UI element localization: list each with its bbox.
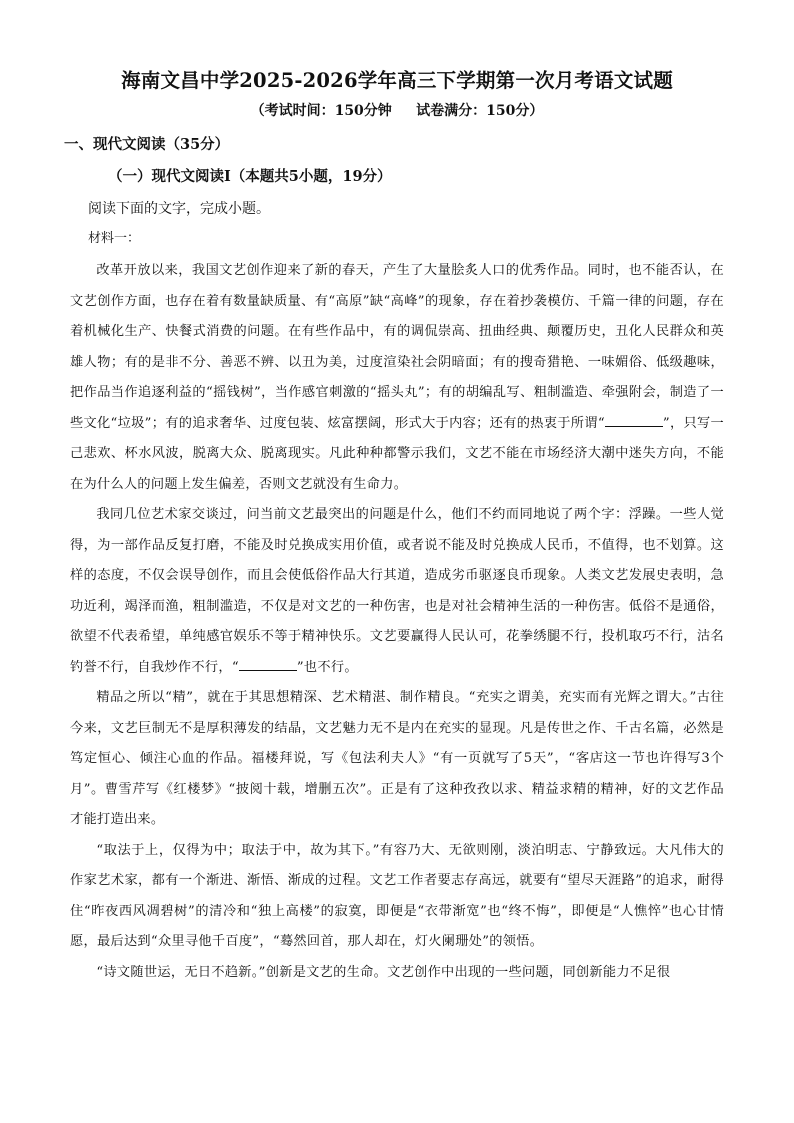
fill-blank-2 xyxy=(239,656,297,671)
paragraph-3: 精品之所以“精”，就在于其思想精深、艺术精湛、制作精良。“充实之谓美，充实而有光辉之谓大。”古往今来，文艺巨制无不是厚积薄发的结晶，文艺魅力无不是内在充实的显现。凡是传世之作、千古名篇，必然是笃定恒心、倾注心血的作品。福楼拜说，写《包法利夫人》“有一页就写了5天”，“客店这一节也许得写3个月”。曹雪芹写《红楼梦》“披阅十载，增删五次”。正是有了这种孜孜以求、精益求精的精神，好的文艺作品才能打造出来。 xyxy=(70,690,724,827)
paragraph-2 xyxy=(70,500,724,683)
subsection-heading: （一）现代文阅读Ⅰ（本题共5小题，19分） xyxy=(108,168,392,185)
section-heading: 一、现代文阅读（35分） xyxy=(64,136,230,153)
exam-title: 海南文昌中学2025-2026学年高三下学期第一次月考语文试题 xyxy=(121,69,673,92)
fill-blank-1 xyxy=(605,412,663,427)
exam-info: （考试时间：150分钟 试卷满分：150分） xyxy=(250,103,544,119)
paragraph-5: “诗文随世运，无日不趋新。”创新是文艺的生命。文艺创作中出现的一些问题，同创新能力不足很 xyxy=(96,964,671,980)
reading-instruction: 阅读下面的文字，完成小题。 xyxy=(88,201,270,217)
paragraph-1-part-a: 改革开放以来，我国文艺创作迎来了新的春天，产生了大量脍炙人口的优秀作品。同时，也不能否认，在文艺创作方面，也存在着有数量缺质量、有“高原”缺“高峰”的现象，存在着抄袭模仿、千篇一律的问题，存在着机械化生产、快餐式消费的问题。在有些作品中，有的调侃崇高、扭曲经典、颠覆历史，丑化人民群众和英雄人物；有的是非不分、善恶不辨、以丑为美，过度渲染社会阴暗面；有的搜奇猎艳、一味媚俗、低级趣味，把作品当作追逐利益的“摇钱树”，当作感官刺激的“摇头丸”；有的胡编乱写、粗制滥造、牵强附会，制造了一些文化“垃圾”；有的追求奢华、过度包装、炫富摆阔，形式大于内容；还有的热衷于所谓“ xyxy=(70,263,724,431)
paragraph-2-part-a: 我同几位艺术家交谈过，问当前文艺最突出的问题是什么，他们不约而同地说了两个字：浮躁。一些人觉得，为一部作品反复打磨，不能及时兑换成实用价值，或者说不能及时兑换成人民币，不值得，也不划算。这样的态度，不仅会误导创作，而且会使低俗作品大行其道，造成劣币驱逐良币现象。人类文艺发展史表明，急功近利，竭泽而渔，粗制滥造，不仅是对文艺的一种伤害，也是对社会精神生活的一种伤害。低俗不是通俗，欲望不代表希望，单纯感官娱乐不等于精神快乐。文艺要赢得人民认可，花拳绣腿不行，投机取巧不行，沽名钓誉不行，自我炒作不行，“ xyxy=(70,507,724,675)
material-body xyxy=(70,256,724,988)
paragraph-2-part-b: ”也不行。 xyxy=(296,659,358,675)
paragraph-1-part-b: ”，只写一己悲欢、杯水风波，脱离大众、脱离现实。凡此种种都警示我们，文艺不能在市场经济大潮中迷失方向，不能在为什么人的问题上发生偏差，否则文艺就没有生命力。 xyxy=(70,415,724,492)
material-label: 材料一： xyxy=(88,231,141,246)
paragraph-4: “取法于上，仅得为中；取法于中，故为其下。”有容乃大、无欲则刚，淡泊明志、宁静致远。大凡伟大的作家艺术家，都有一个渐进、渐悟、渐成的过程。文艺工作者要志存高远，就要有“望尽天涯路”的追求，耐得住“昨夜西风凋碧树”的清冷和“独上高楼”的寂寞，即便是“衣带渐宽”也“终不悔”，即便是“人憔悴”也心甘情愿，最后达到“众里寻他千百度”，“蓦然回首，那人却在，灯火阑珊处”的领悟。 xyxy=(70,842,724,949)
paragraph-1 xyxy=(70,256,724,500)
